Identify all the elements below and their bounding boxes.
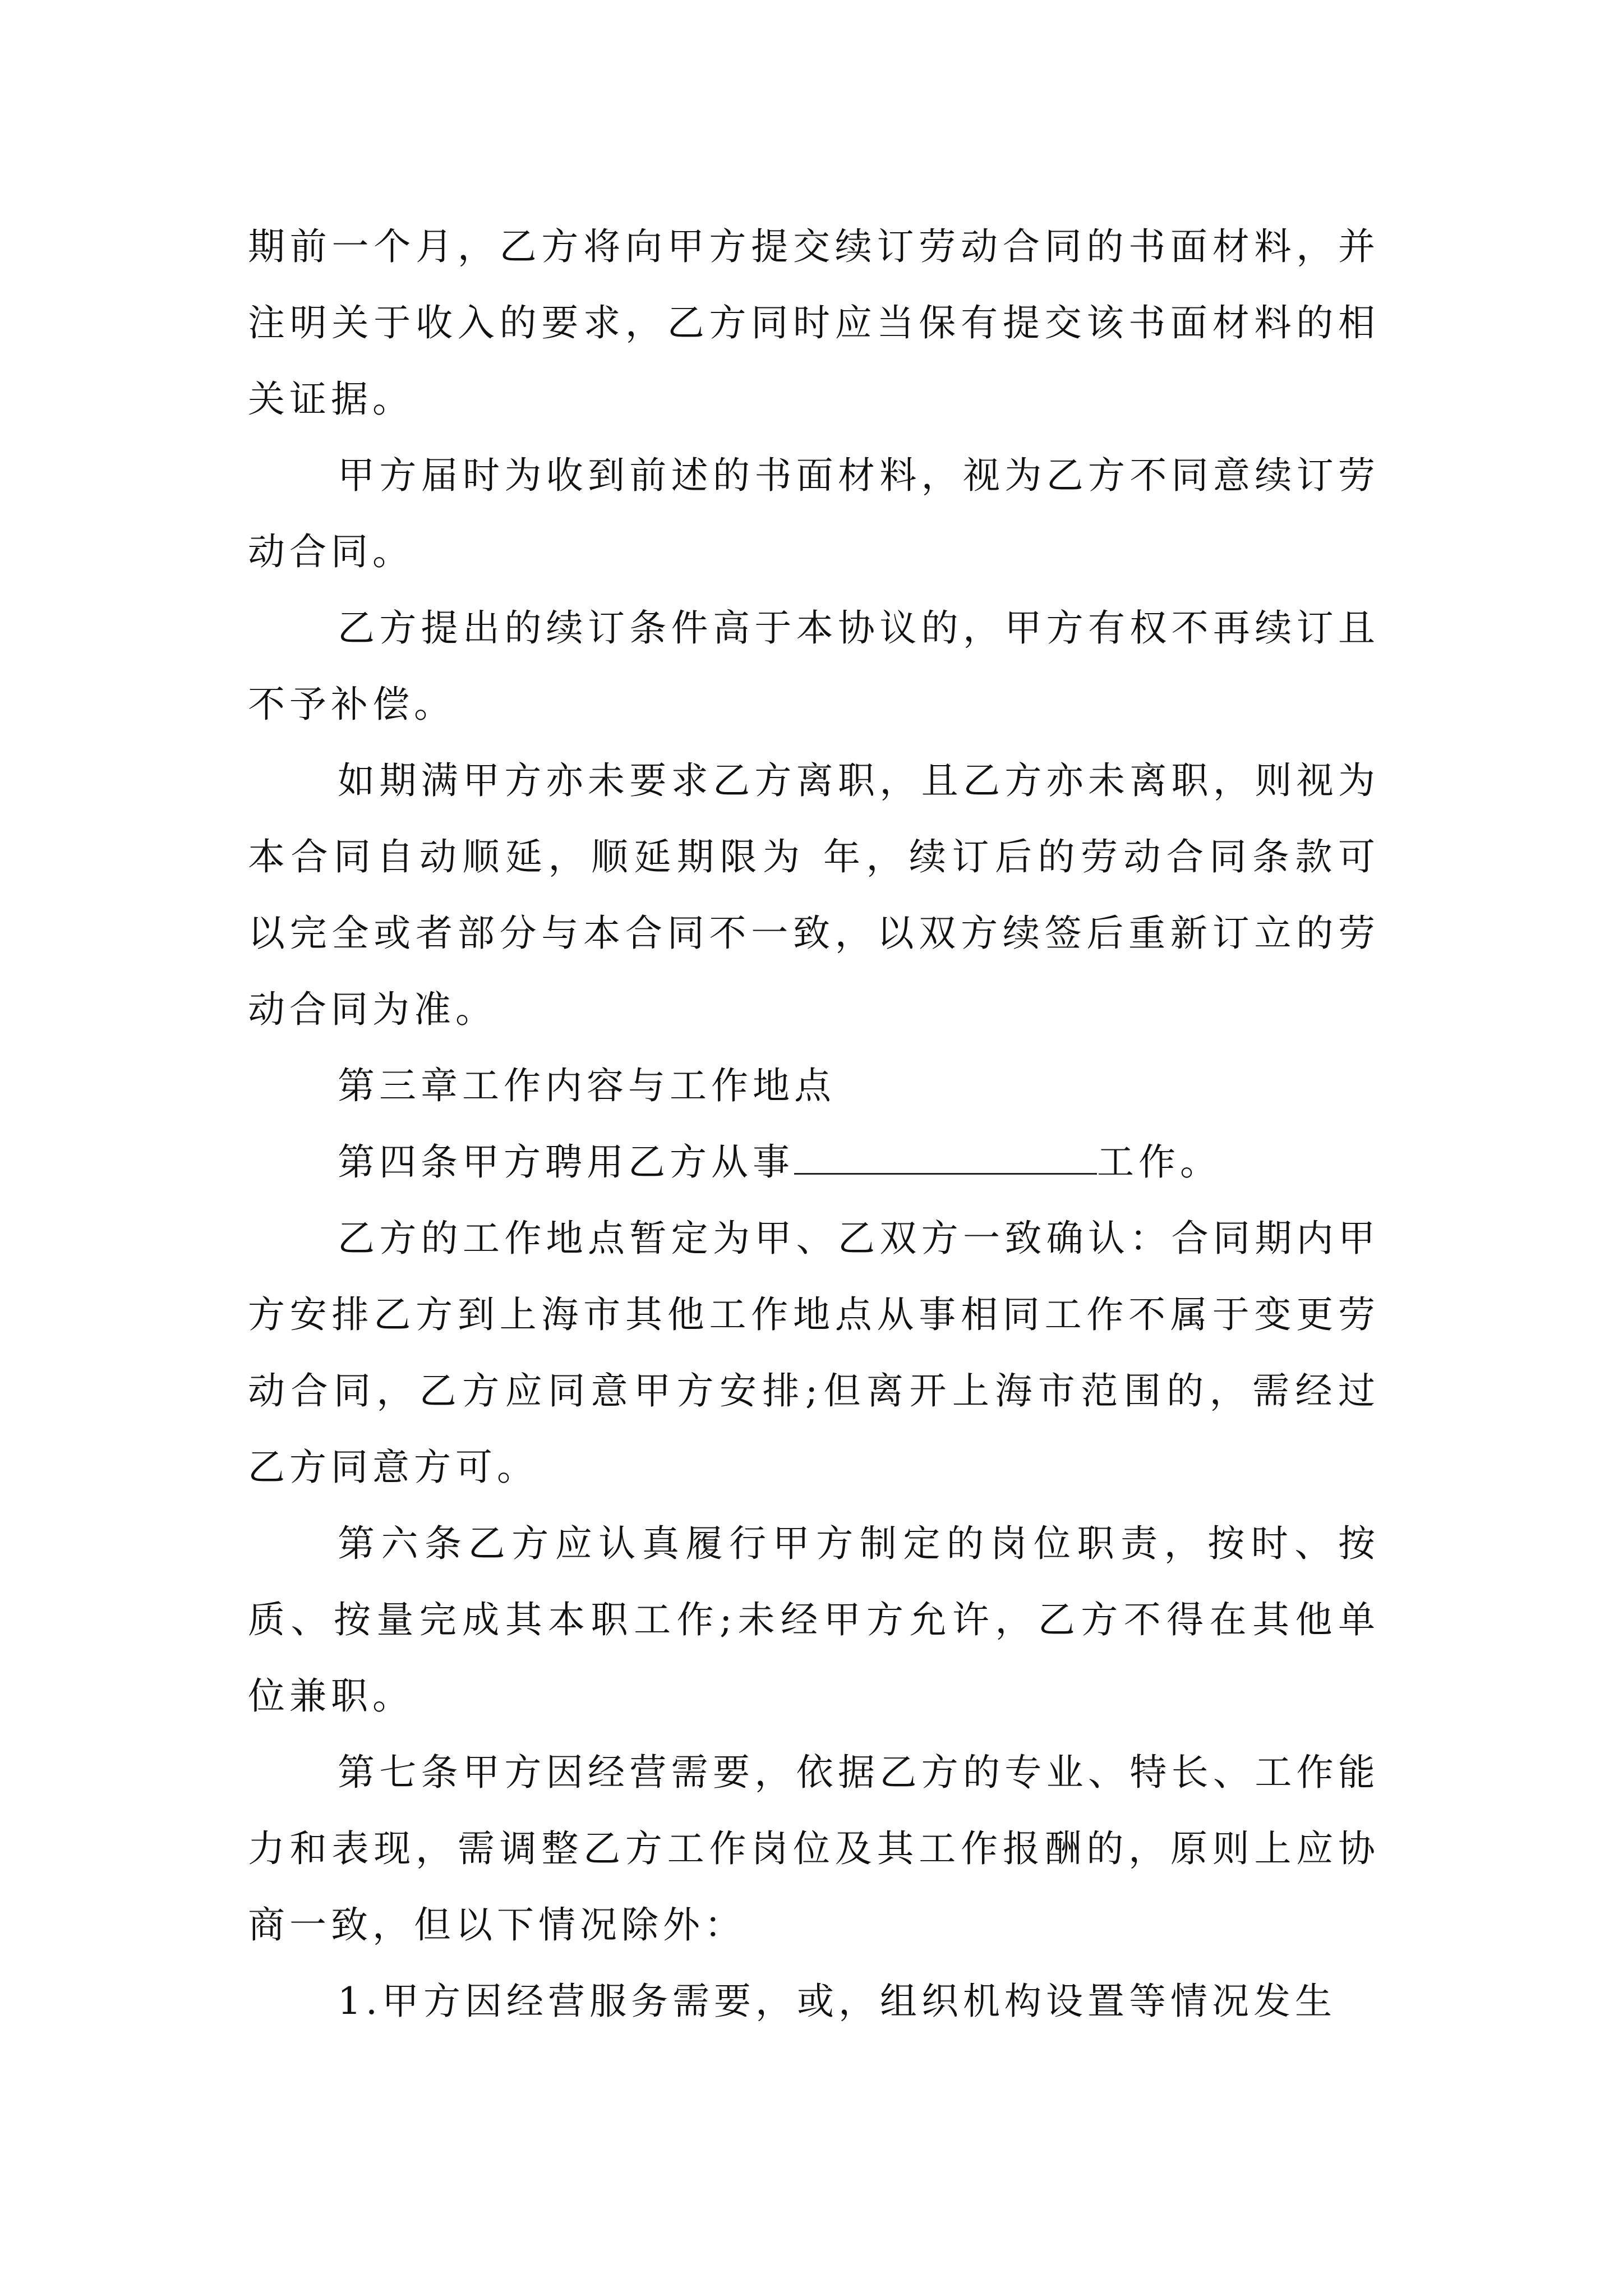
fill-in-blank-line [794,1140,1097,1175]
document-body [248,209,1380,2040]
paragraph-continuation: 期前一个月，乙方将向甲方提交续订劳动合同的书面材料，并注明关于收入的要求，乙方同时应当保有提交该书面材料的相关证据。 [248,225,1380,421]
article-seven: 第七条甲方因经营需要，依据乙方的专业、特长、工作能力和表现，需调整乙方工作岗位及其工作报酬的，原则上应协商一致，但以下情况除外： [248,1751,1380,1947]
paragraph-renewal-conditions: 乙方提出的续订条件高于本协议的，甲方有权不再续订且不予补偿。 [248,606,1380,726]
chapter-heading: 第三章工作内容与工作地点 [338,1064,836,1107]
paragraph-auto-extension: 如期满甲方亦未要求乙方离职，且乙方亦未离职，则视为本合同自动顺延，顺延期限为 年，续订后的劳动合同条款可以完全或者部分与本合同不一致，以双方续签后重新订立的劳动合同为准。 [248,759,1380,1031]
article-four-before: 第四条甲方聘用乙方从事 [338,1140,794,1184]
article-four [248,1124,1380,1200]
list-item-1: 1.甲方因经营服务需要，或，组织机构设置等情况发生 [338,1980,1336,2023]
paragraph-work-location: 乙方的工作地点暂定为甲、乙双方一致确认：合同期内甲方安排乙方到上海市其他工作地点从事相同工作不属于变更劳动合同，乙方应同意甲方安排;但离开上海市范围的，需经过乙方同意方可。 [248,1217,1380,1489]
article-six: 第六条乙方应认真履行甲方制定的岗位职责，按时、按质、按量完成其本职工作;未经甲方允许，乙方不得在其他单位兼职。 [248,1522,1380,1718]
paragraph-renewal-notice: 甲方届时为收到前述的书面材料，视为乙方不同意续订劳动合同。 [248,454,1380,573]
article-four-after: 工作。 [1097,1140,1221,1184]
